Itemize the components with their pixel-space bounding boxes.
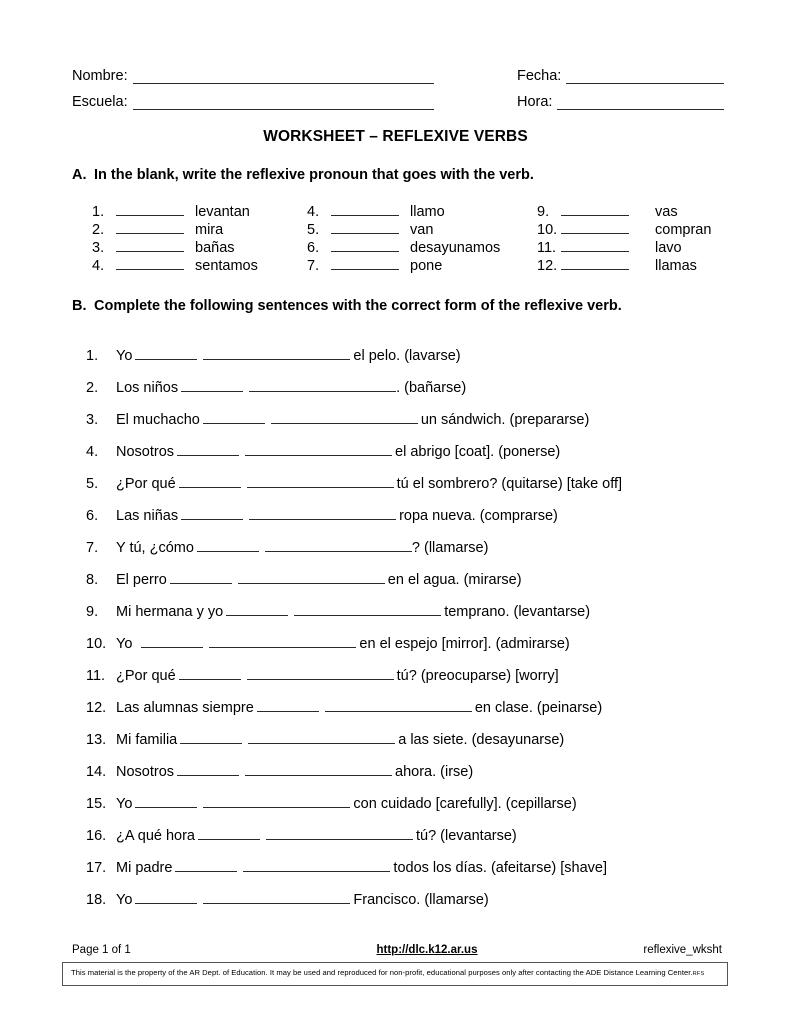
verb-text: mira bbox=[195, 222, 224, 238]
sentence-lead: Nosotros bbox=[116, 764, 175, 780]
legal-notice-initials: RFS bbox=[692, 971, 705, 977]
sentence-lead: Yo bbox=[116, 892, 133, 908]
verb-blank[interactable] bbox=[203, 890, 350, 904]
label-escuela: Escuela: bbox=[72, 94, 128, 110]
item-number: 8. bbox=[86, 572, 99, 588]
page-title: WORKSHEET – REFLEXIVE VERBS bbox=[263, 128, 528, 145]
pronoun-blank[interactable] bbox=[561, 220, 629, 234]
sentence-lead: Yo bbox=[116, 636, 133, 652]
item-number: 6. bbox=[86, 508, 99, 524]
section-b-item bbox=[86, 346, 746, 378]
field-escuela bbox=[72, 94, 434, 110]
verb-blank[interactable] bbox=[238, 570, 385, 584]
pronoun-blank[interactable] bbox=[175, 858, 237, 872]
sentence-tail: el pelo. (lavarse) bbox=[353, 348, 461, 364]
item-number: 11. bbox=[537, 240, 557, 256]
item-number: 4. bbox=[307, 204, 320, 220]
section-b-item bbox=[86, 506, 746, 538]
pronoun-blank[interactable] bbox=[135, 890, 197, 904]
item-number: 1. bbox=[86, 348, 99, 364]
header-row-nombre-fecha bbox=[72, 68, 724, 84]
item-number: 7. bbox=[86, 540, 99, 556]
pronoun-blank[interactable] bbox=[135, 346, 197, 360]
item-number: 14. bbox=[86, 764, 107, 780]
section-b-item bbox=[86, 634, 746, 666]
item-number: 15. bbox=[86, 796, 107, 812]
sentence-tail: con cuidado [carefully]. (cepillarse) bbox=[353, 796, 577, 812]
section-b-letter: B. bbox=[72, 298, 87, 314]
pronoun-blank[interactable] bbox=[331, 256, 399, 270]
section-b-item bbox=[86, 442, 746, 474]
section-a-item bbox=[307, 202, 537, 220]
item-number: 10. bbox=[86, 636, 107, 652]
verb-text: sentamos bbox=[195, 258, 258, 274]
section-a-column-3 bbox=[537, 202, 732, 274]
pronoun-blank[interactable] bbox=[561, 238, 629, 252]
pronoun-blank[interactable] bbox=[141, 634, 203, 648]
section-a-heading bbox=[72, 167, 534, 183]
pronoun-blank[interactable] bbox=[116, 220, 184, 234]
sentence-lead: El muchacho bbox=[116, 412, 200, 428]
pronoun-blank[interactable] bbox=[561, 256, 629, 270]
section-a-item bbox=[307, 220, 537, 238]
section-b-item bbox=[86, 538, 746, 570]
verb-text: llamas bbox=[655, 258, 697, 274]
section-a-grid bbox=[92, 202, 732, 274]
verb-blank[interactable] bbox=[247, 474, 394, 488]
section-a-instruction: In the blank, write the reflexive pronoun that goes with the verb. bbox=[94, 167, 534, 183]
label-nombre: Nombre: bbox=[72, 68, 128, 84]
input-escuela[interactable] bbox=[133, 95, 434, 110]
sentence-lead: ¿Por qué bbox=[116, 668, 176, 684]
verb-text: pone bbox=[410, 258, 443, 274]
verb-blank[interactable] bbox=[203, 346, 350, 360]
item-number: 1. bbox=[92, 204, 105, 220]
sentence-lead: Mi padre bbox=[116, 860, 173, 876]
footer-url-link[interactable]: http://dlc.k12.ar.us bbox=[376, 944, 478, 956]
pronoun-blank[interactable] bbox=[198, 826, 260, 840]
sentence-tail: todos los días. (afeitarse) [shave] bbox=[393, 860, 607, 876]
item-number: 18. bbox=[86, 892, 107, 908]
section-b-item bbox=[86, 890, 746, 922]
pronoun-blank[interactable] bbox=[116, 256, 184, 270]
sentence-tail: ? (llamarse) bbox=[411, 540, 489, 556]
section-b-heading bbox=[72, 298, 622, 314]
verb-blank[interactable] bbox=[243, 858, 390, 872]
section-a-item bbox=[92, 256, 307, 274]
item-number: 16. bbox=[86, 828, 107, 844]
page-number-label: Page 1 of 1 bbox=[72, 944, 131, 956]
verb-text: lavo bbox=[655, 240, 682, 256]
verb-text: van bbox=[410, 222, 434, 238]
item-number: 4. bbox=[86, 444, 99, 460]
pronoun-blank[interactable] bbox=[331, 220, 399, 234]
document-id-label: reflexive_wksht bbox=[643, 944, 722, 956]
verb-blank[interactable] bbox=[248, 730, 395, 744]
item-number: 12. bbox=[86, 700, 107, 716]
label-fecha: Fecha: bbox=[517, 68, 562, 84]
pronoun-blank[interactable] bbox=[203, 410, 265, 424]
verb-blank[interactable] bbox=[245, 762, 392, 776]
item-number: 3. bbox=[86, 412, 99, 428]
verb-blank[interactable] bbox=[249, 506, 396, 520]
item-number: 7. bbox=[307, 258, 320, 274]
item-number: 2. bbox=[86, 380, 99, 396]
pronoun-blank[interactable] bbox=[177, 442, 239, 456]
sentence-lead: Yo bbox=[116, 348, 133, 364]
item-number: 4. bbox=[92, 258, 105, 274]
page-footer bbox=[72, 944, 722, 956]
item-number: 10. bbox=[537, 222, 558, 238]
verb-blank[interactable] bbox=[325, 698, 472, 712]
sentence-tail: ahora. (irse) bbox=[395, 764, 474, 780]
sentence-tail: en el espejo [mirror]. (admirarse) bbox=[359, 636, 570, 652]
section-a-item bbox=[537, 238, 732, 256]
item-number: 17. bbox=[86, 860, 107, 876]
item-number: 11. bbox=[86, 668, 106, 684]
field-hora bbox=[434, 94, 724, 110]
pronoun-blank[interactable] bbox=[226, 602, 288, 616]
verb-text: desayunamos bbox=[410, 240, 501, 256]
verb-blank[interactable] bbox=[247, 666, 394, 680]
sentence-lead: Y tú, ¿cómo bbox=[116, 540, 194, 556]
sentence-lead: ¿A qué hora bbox=[116, 828, 195, 844]
section-b-item bbox=[86, 858, 746, 890]
verb-blank[interactable] bbox=[266, 826, 413, 840]
verb-text: vas bbox=[655, 204, 678, 220]
section-b-item bbox=[86, 410, 746, 442]
section-a-item bbox=[92, 202, 307, 220]
section-a-column-1 bbox=[92, 202, 307, 274]
verb-blank[interactable] bbox=[271, 410, 418, 424]
section-b-item bbox=[86, 762, 746, 794]
verb-blank[interactable] bbox=[265, 538, 412, 552]
sentence-lead: El perro bbox=[116, 572, 167, 588]
item-number: 6. bbox=[307, 240, 320, 256]
sentence-lead: Las alumnas siempre bbox=[116, 700, 254, 716]
sentence-tail: el abrigo [coat]. (ponerse) bbox=[395, 444, 561, 460]
verb-blank[interactable] bbox=[294, 602, 441, 616]
section-b-item bbox=[86, 826, 746, 858]
input-hora[interactable] bbox=[557, 95, 724, 110]
sentence-lead: ¿Por qué bbox=[116, 476, 176, 492]
section-a-letter: A. bbox=[72, 167, 87, 183]
sentence-tail: en el agua. (mirarse) bbox=[387, 572, 522, 588]
item-number: 3. bbox=[92, 240, 105, 256]
pronoun-blank[interactable] bbox=[179, 666, 241, 680]
pronoun-blank[interactable] bbox=[116, 202, 184, 216]
section-a-item bbox=[307, 256, 537, 274]
item-number: 2. bbox=[92, 222, 105, 238]
pronoun-blank[interactable] bbox=[331, 202, 399, 216]
item-number: 9. bbox=[537, 204, 550, 220]
verb-blank[interactable] bbox=[209, 634, 356, 648]
pronoun-blank[interactable] bbox=[561, 202, 629, 216]
section-b-list bbox=[86, 346, 746, 922]
pronoun-blank[interactable] bbox=[177, 762, 239, 776]
section-a-item bbox=[537, 220, 732, 238]
verb-blank[interactable] bbox=[203, 794, 350, 808]
sentence-tail: Francisco. (llamarse) bbox=[353, 892, 489, 908]
sentence-tail: en clase. (peinarse) bbox=[474, 700, 603, 716]
sentence-tail: temprano. (levantarse) bbox=[444, 604, 591, 620]
sentence-lead: Yo bbox=[116, 796, 133, 812]
section-a-item bbox=[92, 220, 307, 238]
section-a-item bbox=[92, 238, 307, 256]
sentence-tail: . (bañarse) bbox=[396, 380, 467, 396]
input-nombre[interactable] bbox=[133, 69, 434, 84]
section-b-item bbox=[86, 378, 746, 410]
sentence-lead: Los niños bbox=[116, 380, 179, 396]
sentence-lead: Mi familia bbox=[116, 732, 178, 748]
verb-blank[interactable] bbox=[245, 442, 392, 456]
section-b-instruction: Complete the following sentences with the correct form of the reflexive verb. bbox=[94, 298, 622, 314]
verb-blank[interactable] bbox=[249, 378, 396, 392]
pronoun-blank[interactable] bbox=[197, 538, 259, 552]
section-a-column-2 bbox=[307, 202, 537, 274]
sentence-tail: tú el sombrero? (quitarse) [take off] bbox=[396, 476, 623, 492]
verb-text: bañas bbox=[195, 240, 235, 256]
input-fecha[interactable] bbox=[566, 69, 724, 84]
item-number: 12. bbox=[537, 258, 558, 274]
pronoun-blank[interactable] bbox=[181, 378, 243, 392]
sentence-tail: tú? (preocuparse) [worry] bbox=[396, 668, 559, 684]
verb-text: compran bbox=[655, 222, 712, 238]
field-nombre bbox=[72, 68, 434, 84]
legal-notice-box bbox=[62, 962, 728, 986]
section-b-item bbox=[86, 602, 746, 634]
legal-notice-body: This material is the property of the AR Dept. of Education. It may be used and reproduced for non-profit, educational purposes only after contacting the ADE Distance Learning Center. bbox=[71, 968, 693, 977]
item-number: 5. bbox=[307, 222, 320, 238]
sentence-tail: a las siete. (desayunarse) bbox=[398, 732, 565, 748]
pronoun-blank[interactable] bbox=[170, 570, 232, 584]
verb-text: levantan bbox=[195, 204, 250, 220]
sentence-tail: un sándwich. (prepararse) bbox=[420, 412, 590, 428]
sentence-lead: Nosotros bbox=[116, 444, 175, 460]
pronoun-blank[interactable] bbox=[181, 506, 243, 520]
section-a-item bbox=[307, 238, 537, 256]
section-b-item bbox=[86, 730, 746, 762]
pronoun-blank[interactable] bbox=[135, 794, 197, 808]
pronoun-blank[interactable] bbox=[179, 474, 241, 488]
pronoun-blank[interactable] bbox=[331, 238, 399, 252]
section-b-item bbox=[86, 474, 746, 506]
item-number: 5. bbox=[86, 476, 99, 492]
legal-notice-text bbox=[71, 968, 719, 979]
item-number: 13. bbox=[86, 732, 107, 748]
sentence-tail: ropa nueva. (comprarse) bbox=[399, 508, 558, 524]
sentence-tail: tú? (levantarse) bbox=[416, 828, 517, 844]
pronoun-blank[interactable] bbox=[116, 238, 184, 252]
section-b-item bbox=[86, 666, 746, 698]
header-row-escuela-hora bbox=[72, 94, 724, 110]
section-b-item bbox=[86, 794, 746, 826]
pronoun-blank[interactable] bbox=[180, 730, 242, 744]
sentence-lead: Las niñas bbox=[116, 508, 179, 524]
student-info-header bbox=[72, 68, 724, 120]
verb-text: llamo bbox=[410, 204, 445, 220]
section-a-item bbox=[537, 256, 732, 274]
field-fecha bbox=[434, 68, 724, 84]
section-a-item bbox=[537, 202, 732, 220]
item-number: 9. bbox=[86, 604, 99, 620]
pronoun-blank[interactable] bbox=[257, 698, 319, 712]
section-b-item bbox=[86, 698, 746, 730]
label-hora: Hora: bbox=[517, 94, 553, 110]
section-b-item bbox=[86, 570, 746, 602]
sentence-lead: Mi hermana y yo bbox=[116, 604, 224, 620]
